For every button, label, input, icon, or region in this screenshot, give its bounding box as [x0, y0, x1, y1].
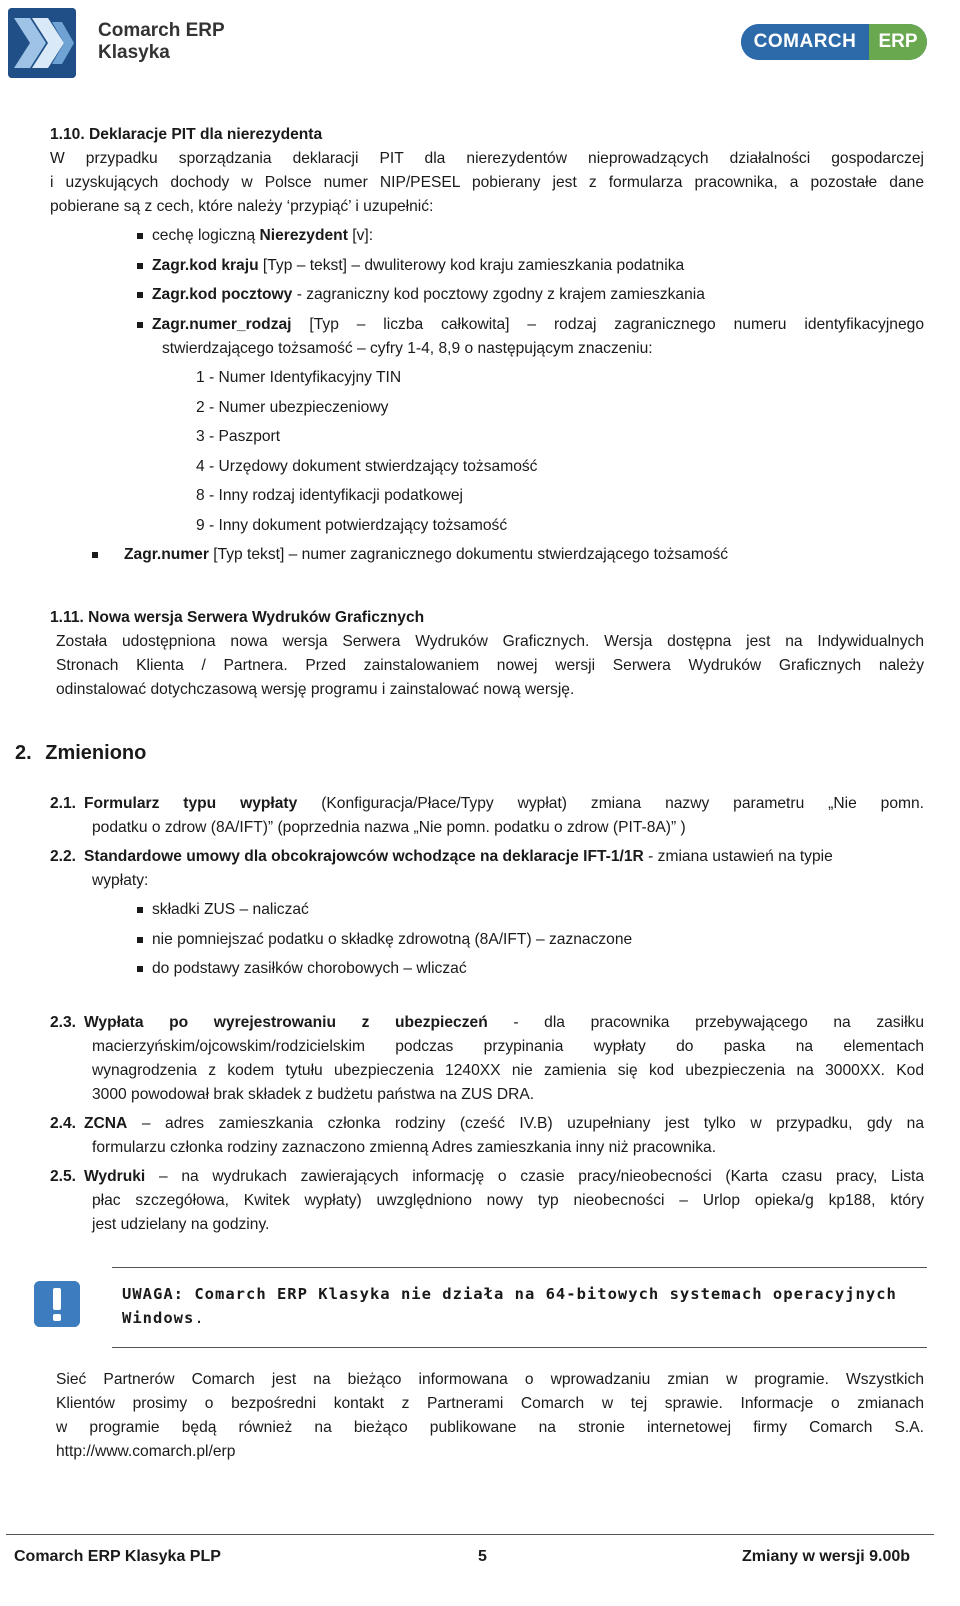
list-item	[152, 227, 373, 245]
item-line: macierzyńskim/ojcowskim/rodzicielskim podczas przypinania wypłaty do paska na elementach	[92, 1038, 924, 1055]
code-item: 2 - Numer ubezpieczeniowy	[196, 399, 389, 416]
warning-bold: UWAGA: Comarch ERP Klasyka nie działa na 64-bitowych systemach operacyjnych Windows	[122, 1285, 897, 1327]
list-item-bold: Zagr.kod pocztowy	[152, 286, 293, 303]
item-title: Standardowe umowy dla obcokrajowców wchodzące na deklaracje IFT-1/1R	[84, 848, 644, 865]
item-text: (Konfiguracja/Płace/Typy wypłat) zmiana nazwy parametru „Nie pomn.	[297, 795, 924, 812]
section-title: Nowa wersja Serwera Wydruków Graficznych	[88, 609, 425, 626]
paragraph-line: Stronach Klienta / Partnera. Przed zainstalowaniem nowej wersji Serwera Wydruków Graficznych należy	[56, 657, 924, 674]
list-item-bold: Zagr.kod kraju	[152, 257, 259, 274]
item-number: 2.2.	[50, 848, 77, 865]
warning-exclamation-icon	[34, 1281, 80, 1327]
closing-line: Sieć Partnerów Comarch jest na bieżąco informowana o wprowadzaniu zmian w programie. Wszystkich	[56, 1371, 924, 1388]
item-title: ZCNA	[84, 1115, 128, 1132]
list-item	[152, 316, 924, 334]
bullet-square-icon	[137, 907, 143, 913]
list-item-bold: Zagr.numer_rodzaj	[152, 316, 292, 333]
footer-page-number: 5	[478, 1548, 487, 1565]
list-item-text: [Typ tekst] – numer zagranicznego dokumentu stwierdzającego tożsamość	[208, 546, 729, 563]
code-item: 3 - Paszport	[196, 428, 281, 445]
warning-end: .	[194, 1309, 205, 1327]
code-item: 9 - Inny dokument potwierdzający tożsamość	[196, 517, 508, 534]
item-title: Formularz typu wypłaty	[84, 795, 298, 812]
code-item: 8 - Inny rodzaj identyfikacji podatkowej	[196, 487, 463, 504]
list-item-text: [Typ – tekst] – dwuliterowy kod kraju zamieszkania podatnika	[258, 257, 685, 274]
item-text: - zmiana ustawień na typie	[643, 848, 833, 865]
section-number: 1.10.	[50, 126, 85, 143]
closing-line: Klientów prosimy o bezpośredni kontakt z Partnerami Comarch w tej sprawie. Informacje o zmianach	[56, 1395, 924, 1412]
badge-erp-text: ERP	[869, 24, 927, 60]
bullet-square-icon	[137, 937, 143, 943]
item-title: Wydruki	[84, 1168, 146, 1185]
list-item: nie pomniejszać podatku o składkę zdrowotną (8A/IFT) – zaznaczone	[152, 931, 633, 948]
item-line: podatku o zdrow (8A/IFT)” (poprzednia nazwa „Nie pomn. podatku o zdrow (PIT-8A)” )	[92, 819, 686, 836]
product-name	[98, 20, 225, 64]
list-item-bold: Zagr.numer	[124, 546, 209, 563]
item-line: wynagrodzenia z kodem tytułu ubezpieczenia 1240XX nie zamienia się kod ubezpieczenia na 3000XX. Kod	[92, 1062, 924, 1079]
warning-text	[122, 1282, 915, 1330]
chapter-2-heading	[15, 742, 146, 765]
comarch-erp-logo-icon	[8, 8, 76, 78]
item-number: 2.3.	[50, 1014, 77, 1031]
list-item-bold: Nierezydent	[259, 227, 348, 244]
product-name-line1: Comarch ERP	[98, 20, 225, 41]
list-item-text: [Typ – liczba całkowita] – rodzaj zagranicznego numeru identyfikacyjnego	[291, 316, 924, 333]
item-line: formularzu członka rodziny zaznaczono zmienną Adres zamieszkania inny niż pracownika.	[92, 1139, 717, 1156]
warning-top-rule	[112, 1267, 927, 1268]
section-number: 1.11.	[50, 609, 84, 626]
paragraph-line: pobierane są z cech, które należy ‘przypiąć’ i uzupełnić:	[50, 198, 434, 215]
item-line	[84, 1014, 924, 1032]
item-text: - dla pracownika przebywającego na zasiłku	[487, 1014, 925, 1031]
paragraph-line: Została udostępniona nowa wersja Serwera Wydruków Graficznych. Wersja dostępna jest na Indywidualnych	[56, 633, 924, 650]
bullet-square-icon	[137, 263, 143, 269]
list-item-text: [v]:	[347, 227, 374, 244]
paragraph-line: i uzyskujących dochody w Polsce numer NIP/PESEL pobierany jest z formularza pracownika, a pozostałe dane	[50, 174, 924, 191]
list-item: składki ZUS – naliczać	[152, 901, 309, 918]
section-1-10-heading	[50, 126, 322, 144]
item-text: – adres zamieszkania członka rodziny (cześć IV.B) uzupełniany jest tylko w przypadku, gdy na	[127, 1115, 924, 1132]
item-line	[84, 848, 833, 866]
product-name-line2: Klasyka	[98, 42, 170, 63]
footer-left: Comarch ERP Klasyka PLP	[14, 1548, 221, 1565]
list-item	[124, 546, 728, 564]
item-title: Wypłata po wyrejestrowaniu z ubezpieczeń	[84, 1014, 488, 1031]
item-line	[84, 1168, 924, 1186]
item-number: 2.5.	[50, 1168, 77, 1185]
item-line	[84, 1115, 924, 1133]
comarch-erp-badge	[741, 24, 927, 60]
footer-rule	[6, 1534, 934, 1535]
item-line	[84, 795, 924, 813]
footer-right: Zmiany w wersji 9.00b	[742, 1548, 911, 1565]
closing-line: w programie będą również na bieżąco publikowane na stronie internetowej firmy Comarch S.A.	[56, 1419, 924, 1436]
list-item-continuation: stwierdzającego tożsamość – cyfry 1-4, 8,9 o następującym znaczeniu:	[162, 340, 653, 357]
bullet-square-icon	[137, 292, 143, 298]
item-text: – na wydrukach zawierających informację o czasie pracy/nieobecności (Karta czasu pracy, Lista	[145, 1168, 924, 1185]
section-1-11-heading	[50, 609, 424, 627]
list-item-text: cechę logiczną	[152, 227, 260, 244]
chapter-number: 2.	[15, 742, 32, 764]
item-line: 3000 powodował brak składek z budżetu państwa na ZUS DRA.	[92, 1086, 535, 1103]
list-item	[152, 257, 684, 275]
list-item-text: - zagraniczny kod pocztowy zgodny z krajem zamieszkania	[292, 286, 705, 303]
code-item: 1 - Numer Identyfikacyjny TIN	[196, 369, 402, 386]
paragraph-line: odinstalować dotychczasową wersję programu i zainstalować nową wersję.	[56, 681, 575, 698]
badge-comarch-text: COMARCH	[741, 24, 869, 60]
comarch-erp-link[interactable]: http://www.comarch.pl/erp	[56, 1443, 236, 1460]
item-line: płac szczegółowa, Kwitek wypłaty) uwzględniono nowy typ nieobecności – Urlop opieka/g kp188, który	[92, 1192, 924, 1209]
item-number: 2.4.	[50, 1115, 77, 1132]
item-line: wypłaty:	[92, 872, 149, 889]
section-title: Deklaracje PIT dla nierezydenta	[89, 126, 323, 143]
chapter-title: Zmieniono	[45, 742, 147, 764]
code-item: 4 - Urzędowy dokument stwierdzający tożsamość	[196, 458, 538, 475]
paragraph-line: W przypadku sporządzania deklaracji PIT dla nierezydentów nieprowadzących działalności gospodarczej	[50, 150, 924, 167]
list-item: do podstawy zasiłków chorobowych – wliczać	[152, 960, 467, 977]
warning-bottom-rule	[112, 1347, 927, 1348]
bullet-square-icon	[137, 233, 143, 239]
item-line: jest udzielany na godziny.	[92, 1216, 270, 1233]
bullet-square-icon	[137, 322, 143, 328]
bullet-square-icon	[92, 552, 98, 558]
bullet-square-icon	[137, 966, 143, 972]
list-item	[152, 286, 705, 304]
item-number: 2.1.	[50, 795, 77, 812]
